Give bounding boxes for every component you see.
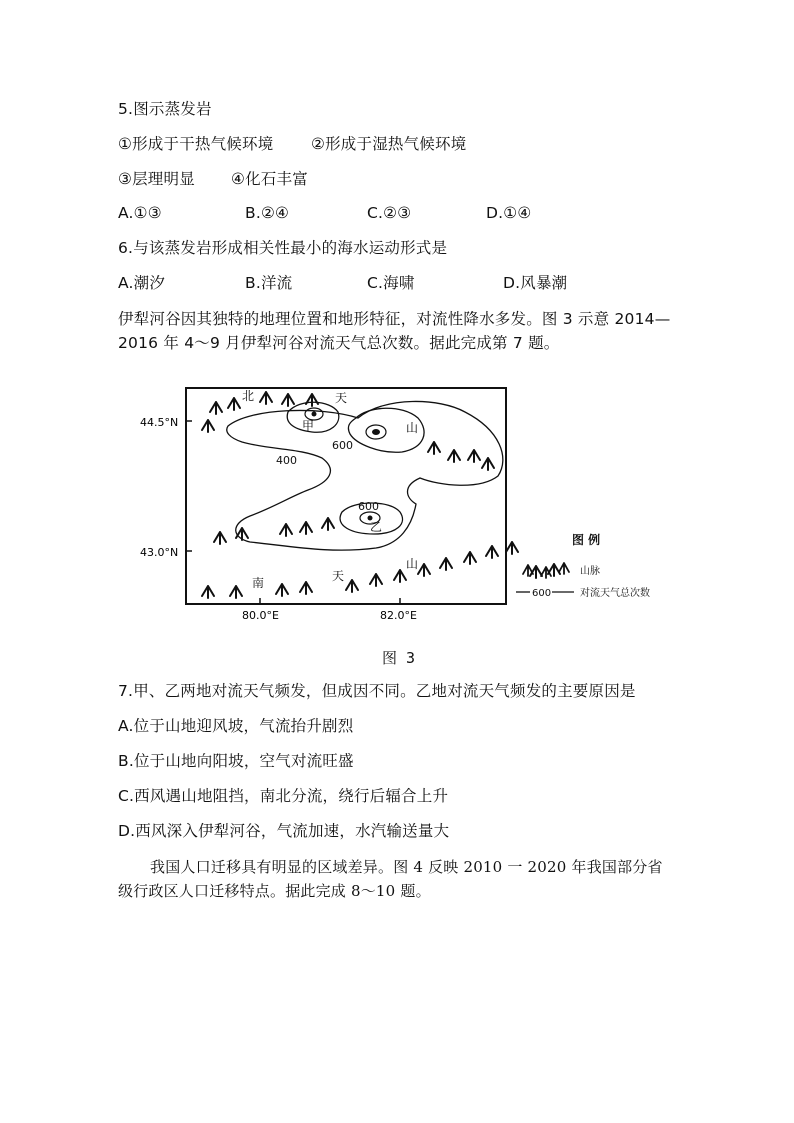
lat-label-44-5: 44.5°N bbox=[140, 416, 179, 429]
q7-option-d: D.西风深入伊犁河谷，气流加速，水汽输送量大 bbox=[118, 822, 450, 840]
legend-mountain-symbol bbox=[559, 563, 569, 574]
label-north: 北 bbox=[242, 389, 255, 403]
mountain-symbol bbox=[448, 450, 460, 462]
place-label-jia: 甲 bbox=[302, 419, 315, 433]
mountain-symbol bbox=[370, 574, 382, 586]
place-label-yi: 乙 bbox=[370, 520, 383, 534]
q5-option-b: B.②④ bbox=[245, 204, 290, 222]
lon-label-82: 82.0°E bbox=[380, 609, 417, 622]
mountain-symbol bbox=[300, 522, 312, 534]
mountain-symbol bbox=[394, 570, 406, 582]
mountain-symbol bbox=[468, 450, 480, 462]
legend-title: 图 例 bbox=[572, 533, 601, 547]
mountain-symbol bbox=[214, 532, 226, 544]
mountain-symbol bbox=[482, 458, 494, 470]
contour-label-600-upper: 600 bbox=[332, 439, 353, 452]
q5-option-d: D.①④ bbox=[486, 204, 532, 222]
mountain-symbol bbox=[210, 402, 222, 414]
mountain-symbol bbox=[282, 394, 294, 406]
q7-option-c: C.西风遇山地阻挡，南北分流，绕行后辐合上升 bbox=[118, 787, 449, 805]
q7-option-b: B.位于山地向阳坡，空气对流旺盛 bbox=[118, 752, 354, 770]
q5-item-1: ①形成于干热气候环境 bbox=[118, 135, 274, 153]
mountain-symbol bbox=[202, 420, 214, 432]
figure-3-map bbox=[140, 378, 720, 640]
mountain-symbol bbox=[202, 586, 214, 598]
convective-weather-map bbox=[140, 378, 720, 640]
q6-option-c: C.海啸 bbox=[367, 274, 415, 292]
q5-stem: 5.图示蒸发岩 bbox=[118, 100, 212, 118]
mountain-symbol bbox=[418, 564, 430, 576]
intro7-line-1: 伊犁河谷因其独特的地理位置和地形特征，对流性降水多发。图 3 示意 2014— bbox=[118, 310, 671, 328]
mountain-symbol bbox=[228, 398, 240, 410]
contour-400 bbox=[227, 401, 503, 550]
label-north-shan: 山 bbox=[406, 421, 419, 435]
mountain-symbol bbox=[306, 394, 318, 406]
lon-label-80: 80.0°E bbox=[242, 609, 279, 622]
map-frame bbox=[186, 388, 506, 604]
north-mountain-symbols bbox=[202, 392, 494, 470]
intro8-line-2: 级行政区人口迁移特点。据此完成 8～10 题。 bbox=[118, 882, 431, 900]
mountain-symbol bbox=[428, 442, 440, 454]
mountain-symbol bbox=[440, 558, 452, 570]
contour-label-600-lower: 600 bbox=[358, 500, 379, 513]
mountain-symbol bbox=[506, 542, 518, 554]
mountain-symbol bbox=[486, 546, 498, 558]
mountain-symbol bbox=[236, 528, 248, 540]
q5-option-a: A.①③ bbox=[118, 204, 162, 222]
mountain-symbol bbox=[276, 584, 288, 596]
figure-caption: 图 3 bbox=[382, 649, 416, 667]
contour-label-400: 400 bbox=[276, 454, 297, 467]
q6-option-a: A.潮汐 bbox=[118, 274, 166, 292]
legend-contour-label: 对流天气总次数 bbox=[580, 588, 650, 599]
q5-item-2: ②形成于湿热气候环境 bbox=[311, 135, 467, 153]
mountain-symbol bbox=[464, 552, 476, 564]
q7-stem: 7.甲、乙两地对流天气频发，但成因不同。乙地对流天气频发的主要原因是 bbox=[118, 682, 636, 700]
label-south: 南 bbox=[252, 576, 265, 590]
intro7-line-2: 2016 年 4～9 月伊犁河谷对流天气总次数。据此完成第 7 题。 bbox=[118, 334, 560, 352]
label-south-tian: 天 bbox=[332, 569, 345, 583]
mountain-symbol bbox=[280, 524, 292, 536]
label-north-tian: 天 bbox=[335, 391, 348, 405]
peak-east bbox=[372, 429, 380, 435]
central-mountain-symbols bbox=[214, 518, 334, 544]
legend-mountain-label: 山脉 bbox=[580, 566, 600, 577]
q7-option-a: A.位于山地迎风坡，气流抬升剧烈 bbox=[118, 717, 354, 735]
q5-option-c: C.②③ bbox=[367, 204, 412, 222]
legend-contour-value: 600 bbox=[532, 588, 552, 599]
q6-stem: 6.与该蒸发岩形成相关性最小的海水运动形式是 bbox=[118, 239, 448, 257]
q5-item-3: ③层理明显 bbox=[118, 170, 195, 188]
q5-item-4: ④化石丰富 bbox=[231, 170, 308, 188]
q6-option-b: B.洋流 bbox=[245, 274, 293, 292]
q6-option-d: D.风暴潮 bbox=[503, 274, 568, 292]
mountain-symbol bbox=[260, 392, 272, 404]
point-jia bbox=[312, 412, 317, 417]
lat-label-43-0: 43.0°N bbox=[140, 546, 179, 559]
mountain-symbol bbox=[300, 582, 312, 594]
mountain-symbol bbox=[346, 580, 358, 592]
intro8-line-1: 我国人口迁移具有明显的区域差异。图 4 反映 2010 一 2020 年我国部分省 bbox=[150, 858, 663, 876]
mountain-symbol bbox=[230, 586, 242, 598]
label-south-shan: 山 bbox=[406, 557, 419, 571]
mountain-symbol bbox=[322, 518, 334, 530]
